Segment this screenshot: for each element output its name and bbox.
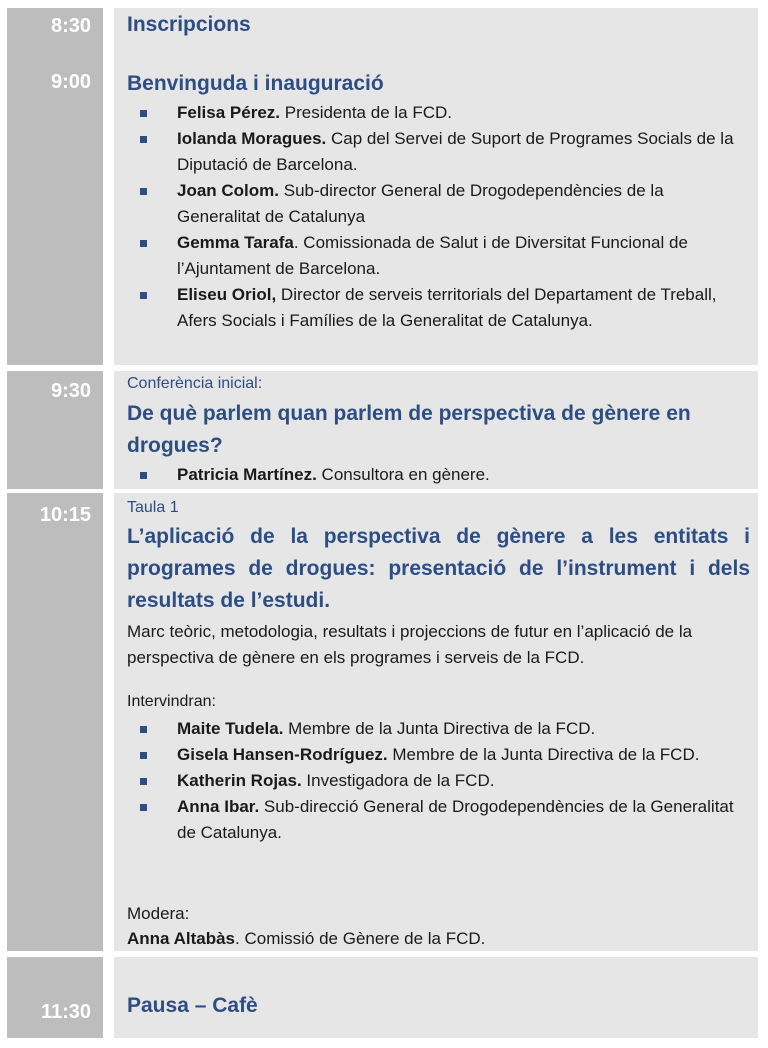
- speaker-name: Gemma Tarafa: [177, 233, 294, 252]
- speaker-list: [127, 716, 748, 846]
- square-bullet-icon: [140, 804, 147, 811]
- speaker-role: Sub-direcció General de Drogodependències de la Generalitat de Catalunya.: [177, 797, 734, 842]
- time-label: 8:30: [50, 15, 91, 37]
- moderator-name: Anna Altabàs: [127, 929, 236, 948]
- speaker-name: Katherin Rojas.: [177, 771, 302, 790]
- time-label: 9:30: [50, 380, 91, 402]
- time-label: 9:00: [50, 71, 91, 93]
- moderator-label: Modera:: [127, 904, 190, 923]
- speaker-list: [127, 100, 748, 334]
- square-bullet-icon: [140, 110, 147, 117]
- speaker-role: Director de serveis territorials del Departament de Treball, Afers Socials i Famílies de la Generalitat de Catalunya.: [177, 285, 717, 330]
- square-bullet-icon: [140, 136, 147, 143]
- square-bullet-icon: [140, 726, 147, 733]
- time-label: 10:15: [39, 504, 91, 526]
- session-type-label: Taula 1: [127, 499, 179, 516]
- speaker-role: Consultora en gènere.: [316, 465, 490, 484]
- session-title: Inscripcions: [127, 13, 251, 36]
- session-description: Marc teòric, metodologia, resultats i projeccions de futur en l’aplicació de la perspectiva de gènere en els programes i serveis de la FCD.: [127, 622, 693, 667]
- content-column: [114, 371, 758, 489]
- speaker-role: Presidenta de la FCD.: [280, 103, 452, 122]
- list-item: [127, 768, 748, 794]
- speaker-name: Felisa Pérez.: [177, 103, 281, 122]
- time-column: [7, 371, 103, 489]
- time-column: [7, 8, 103, 365]
- square-bullet-icon: [140, 472, 147, 479]
- time-label: 11:30: [40, 1001, 91, 1023]
- schedule-block-break: [7, 957, 758, 1038]
- speaker-name: Anna Ibar.: [177, 797, 260, 816]
- speaker-name: Patricia Martínez.: [177, 465, 317, 484]
- list-item: [127, 716, 748, 742]
- speaker-name: Maite Tudela.: [177, 719, 284, 738]
- time-column: [7, 493, 103, 951]
- moderator-role: . Comissió de Gènere de la FCD.: [235, 929, 486, 948]
- session-title: L’aplicació de la perspectiva de gènere a les entitats i programes de drogues: presentació de l’instrument i dels resultats de l’estudi.: [127, 525, 750, 612]
- speaker-list: [127, 462, 748, 488]
- time-column: [7, 957, 103, 1038]
- intervene-label: Intervindran:: [127, 693, 216, 710]
- session-title: Benvinguda i inauguració: [127, 72, 384, 95]
- session-title: De què parlem quan parlem de perspectiva de gènere en drogues?: [127, 402, 691, 457]
- moderator-line: [127, 926, 750, 952]
- square-bullet-icon: [140, 752, 147, 759]
- list-item: [127, 742, 748, 768]
- content-column: [114, 957, 758, 1038]
- list-item: [127, 282, 748, 334]
- speaker-role: Membre de la Junta Directiva de la FCD.: [387, 745, 700, 764]
- speaker-name: Iolanda Moragues.: [177, 129, 327, 148]
- schedule-block-keynote: [7, 371, 758, 489]
- content-column: [114, 8, 758, 365]
- schedule-block-panel: [7, 493, 758, 951]
- speaker-name: Joan Colom.: [177, 181, 280, 200]
- speaker-role: Investigadora de la FCD.: [301, 771, 495, 790]
- session-title: Pausa – Cafè: [127, 994, 258, 1017]
- speaker-role: Membre de la Junta Directiva de la FCD.: [283, 719, 596, 738]
- speaker-role: Sub-director General de Drogodependències de la Generalitat de Catalunya: [177, 181, 664, 226]
- list-item: [127, 178, 748, 230]
- square-bullet-icon: [140, 240, 147, 247]
- list-item: [127, 794, 748, 846]
- speaker-role: . Comissionada de Salut i de Diversitat Funcional de l’Ajuntament de Barcelona.: [177, 233, 688, 278]
- list-item: [127, 100, 748, 126]
- speaker-name: Eliseu Oriol,: [177, 285, 277, 304]
- square-bullet-icon: [140, 778, 147, 785]
- schedule-block-opening: [7, 8, 758, 365]
- content-column: [114, 493, 758, 951]
- list-item: [127, 462, 748, 488]
- speaker-name: Gisela Hansen-Rodríguez.: [177, 745, 388, 764]
- list-item: [127, 126, 748, 178]
- square-bullet-icon: [140, 292, 147, 299]
- speaker-role: Cap del Servei de Suport de Programes Socials de la Diputació de Barcelona.: [177, 129, 734, 174]
- list-item: [127, 230, 748, 282]
- square-bullet-icon: [140, 188, 147, 195]
- session-type-label: Conferència inicial:: [127, 375, 263, 392]
